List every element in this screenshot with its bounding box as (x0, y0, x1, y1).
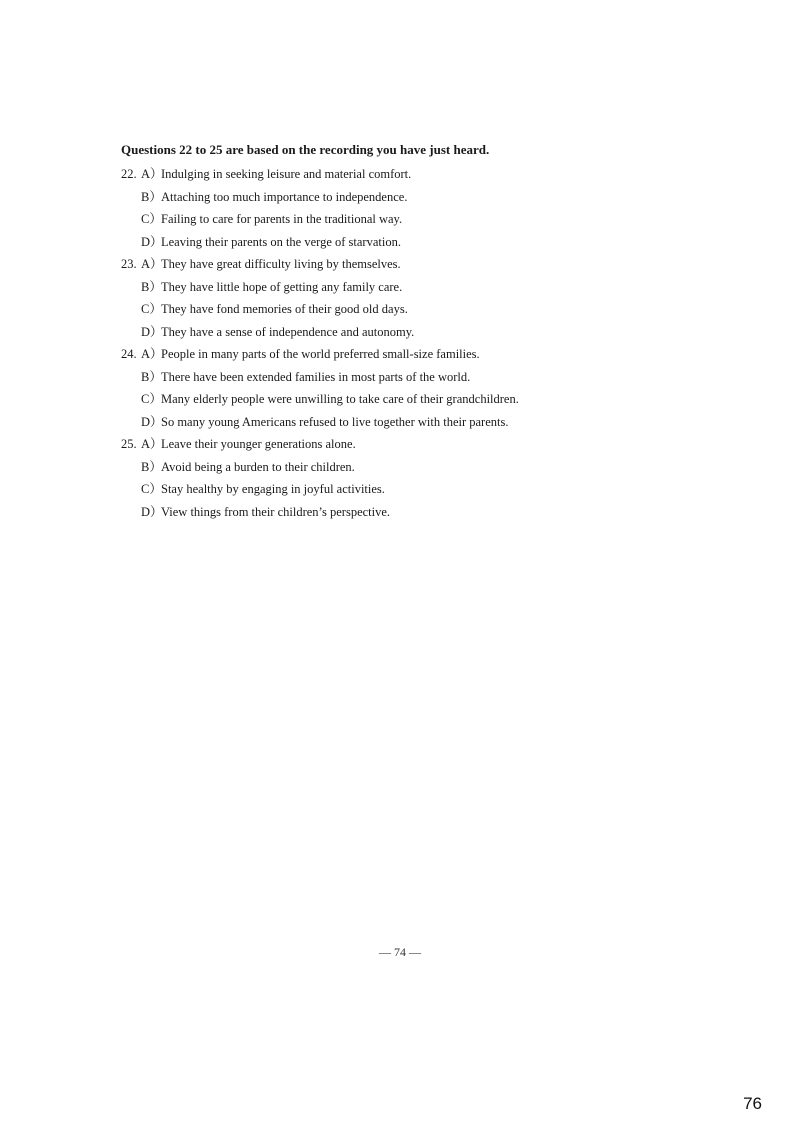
question-section (121, 141, 681, 523)
option-24-a (121, 343, 681, 366)
option-letter: B） (141, 279, 162, 294)
option-text: They have fond memories of their good old days. (161, 302, 408, 316)
option-22-a (121, 163, 681, 186)
option-text: View things from their children’s perspective. (161, 504, 391, 519)
question-number: 23. (121, 257, 137, 271)
option-23-c (121, 298, 681, 321)
option-22-d (121, 231, 681, 254)
page-number: — 74 — (379, 945, 421, 959)
option-letter: A） (141, 347, 163, 361)
option-text: Attaching too much importance to independence. (161, 189, 408, 204)
option-text: Stay healthy by engaging in joyful activities. (161, 482, 385, 496)
option-letter: B） (141, 369, 162, 384)
option-25-b (121, 456, 681, 479)
section-heading: Questions 22 to 25 are based on the recording you have just heard. (121, 142, 490, 157)
option-text: Avoid being a burden to their children. (161, 459, 355, 474)
option-letter: C） (141, 302, 162, 316)
option-letter: D） (141, 504, 163, 519)
option-letter: D） (141, 324, 163, 339)
option-letter: C） (141, 392, 162, 406)
question-number: 24. (121, 347, 137, 361)
option-25-d (121, 501, 681, 524)
option-24-d (121, 411, 681, 434)
question-number: 22. (121, 167, 137, 181)
option-text: Many elderly people were unwilling to take care of their grandchildren. (161, 392, 519, 406)
option-letter: B） (141, 189, 162, 204)
option-text: They have a sense of independence and autonomy. (161, 324, 415, 339)
option-24-b (121, 366, 681, 389)
option-25-a (121, 433, 681, 456)
option-letter: C） (141, 212, 162, 226)
sheet-number: 76 (743, 1094, 762, 1113)
option-letter: A） (141, 437, 163, 451)
option-text: They have little hope of getting any family care. (161, 279, 403, 294)
option-22-b (121, 186, 681, 209)
option-text: Failing to care for parents in the traditional way. (161, 212, 403, 226)
question-number: 25. (121, 437, 137, 451)
option-letter: D） (141, 234, 163, 249)
question-23 (121, 253, 681, 343)
option-23-d (121, 321, 681, 344)
option-24-c (121, 388, 681, 411)
option-letter: B） (141, 459, 162, 474)
option-letter: C） (141, 482, 162, 496)
option-text: So many young Americans refused to live together with their parents. (161, 414, 509, 429)
option-text: They have great difficulty living by themselves. (161, 257, 401, 271)
option-letter: A） (141, 257, 163, 271)
option-letter: A） (141, 167, 163, 181)
option-23-a (121, 253, 681, 276)
option-25-c (121, 478, 681, 501)
option-text: People in many parts of the world preferred small-size families. (161, 347, 480, 361)
option-23-b (121, 276, 681, 299)
option-22-c (121, 208, 681, 231)
question-24 (121, 343, 681, 433)
option-letter: D） (141, 414, 163, 429)
question-22 (121, 163, 681, 253)
option-text: Indulging in seeking leisure and material comfort. (161, 167, 412, 181)
option-text: Leaving their parents on the verge of starvation. (161, 234, 401, 249)
question-25 (121, 433, 681, 523)
option-text: Leave their younger generations alone. (161, 437, 356, 451)
option-text: There have been extended families in most parts of the world. (161, 369, 471, 384)
